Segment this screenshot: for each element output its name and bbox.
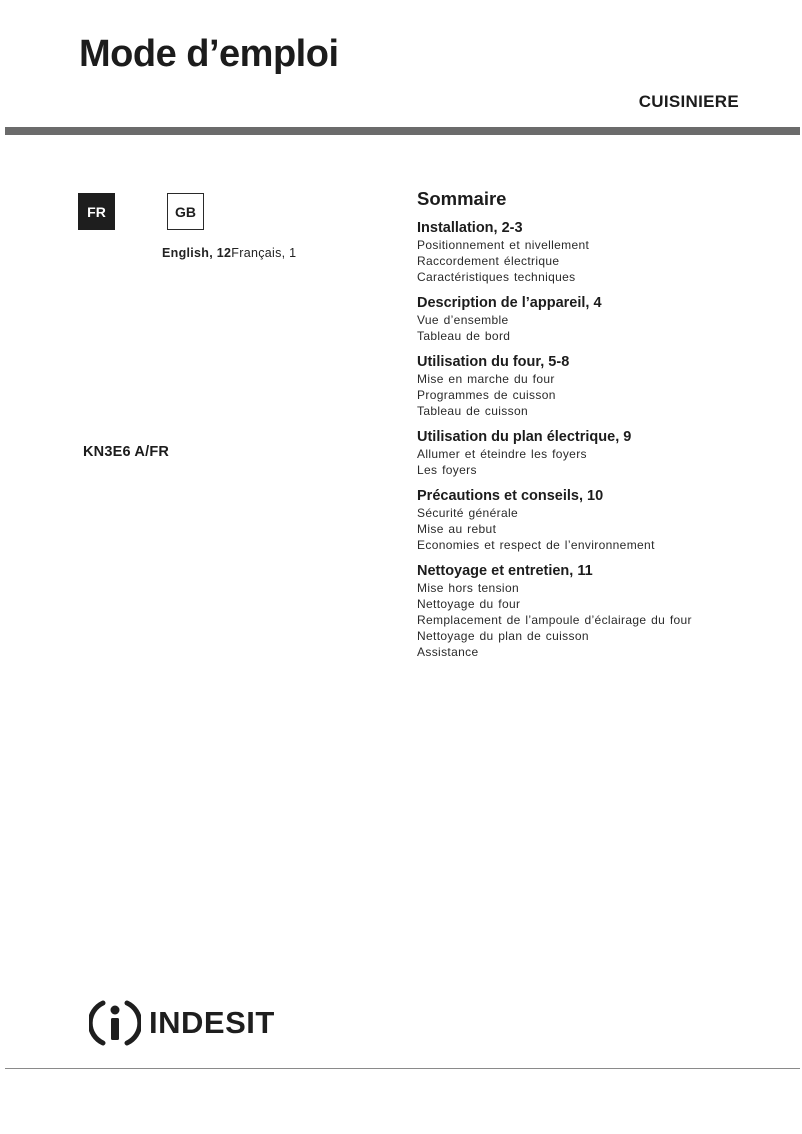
toc-item: Tableau de bord	[417, 329, 511, 343]
toc-section-installation[interactable]	[417, 220, 797, 285]
toc-item: Les foyers	[417, 463, 477, 477]
english-pages: English, 12	[162, 246, 232, 260]
product-type: CUISINIERE	[638, 92, 739, 111]
language-badge-gb[interactable]: GB	[167, 193, 204, 230]
toc-section-title[interactable]: Utilisation du four, 5-8	[417, 354, 570, 370]
header-divider	[5, 127, 800, 135]
toc-section-hob-use[interactable]	[417, 429, 797, 478]
indesit-info-icon	[89, 997, 141, 1049]
toc-section-title[interactable]: Utilisation du plan électrique, 9	[417, 429, 632, 445]
toc-section-cleaning[interactable]	[417, 563, 797, 660]
model-number: KN3E6 A/FR	[83, 444, 170, 460]
toc-item: Vue d’ensemble	[417, 313, 509, 327]
toc-section-title[interactable]: Nettoyage et entretien, 11	[417, 563, 593, 579]
toc-item: Raccordement électrique	[417, 254, 560, 268]
page-title: Mode d’emploi	[79, 33, 339, 75]
toc-section-title[interactable]: Description de l’appareil, 4	[417, 295, 602, 311]
toc-item: Tableau de cuisson	[417, 404, 529, 418]
toc-item: Economies et respect de l’environnement	[417, 538, 655, 552]
brand-logo	[89, 997, 275, 1049]
toc-item: Nettoyage du plan de cuisson	[417, 629, 589, 643]
toc-item: Mise hors tension	[417, 581, 519, 595]
toc-item: Positionnement et nivellement	[417, 238, 590, 252]
toc-section-description[interactable]	[417, 295, 797, 344]
toc-section-title[interactable]: Précautions et conseils, 10	[417, 488, 604, 504]
toc-item: Nettoyage du four	[417, 597, 521, 611]
brand-name: INDESIT	[149, 1005, 275, 1040]
toc-section-precautions[interactable]	[417, 488, 797, 553]
toc-item: Mise en marche du four	[417, 372, 555, 386]
toc-item: Mise au rebut	[417, 522, 497, 536]
table-of-contents	[417, 188, 797, 670]
toc-item: Caractéristiques techniques	[417, 270, 576, 284]
toc-section-title[interactable]: Installation, 2-3	[417, 220, 523, 236]
toc-item: Assistance	[417, 645, 479, 659]
francais-pages: Français, 1	[231, 246, 297, 260]
language-badge-fr[interactable]: FR	[78, 193, 115, 230]
toc-item: Remplacement de l’ampoule d’éclairage du four	[417, 613, 692, 627]
toc-item: Programmes de cuisson	[417, 388, 556, 402]
footer-divider	[5, 1068, 800, 1069]
toc-item: Sécurité générale	[417, 506, 519, 520]
toc-section-oven-use[interactable]	[417, 354, 797, 419]
toc-item: Allumer et éteindre les foyers	[417, 447, 587, 461]
toc-heading: Sommaire	[417, 188, 507, 209]
language-pages	[162, 246, 296, 260]
